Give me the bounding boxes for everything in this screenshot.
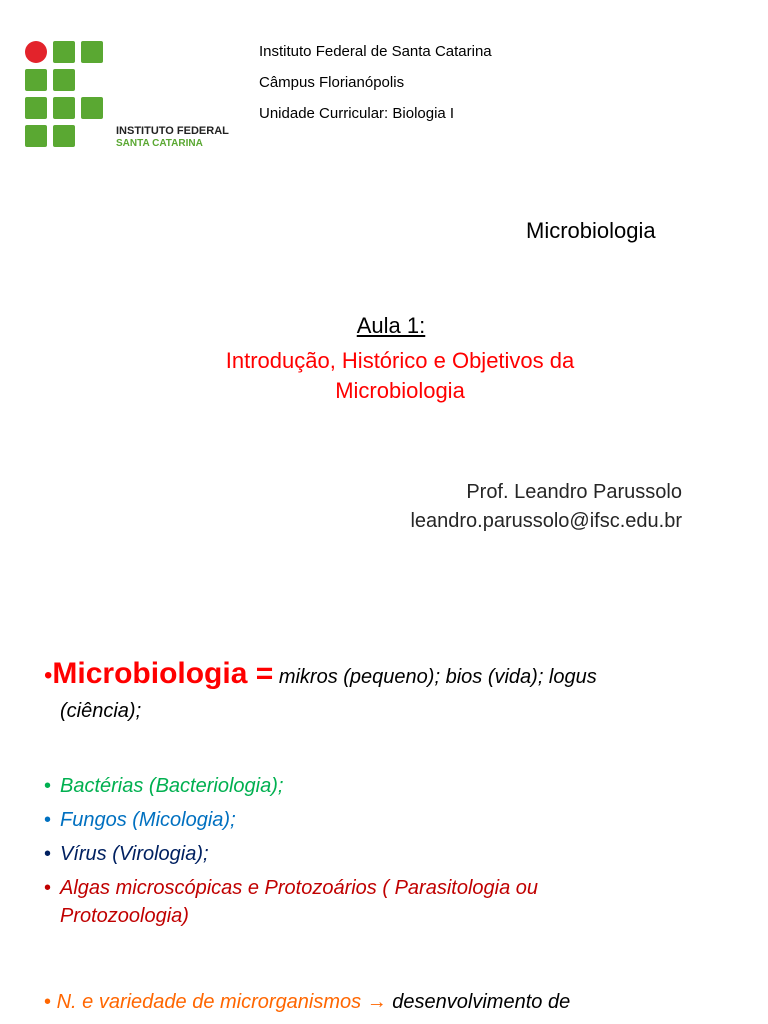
logo-square [25, 125, 47, 147]
professor-email: leandro.parussolo@ifsc.edu.br [410, 510, 682, 532]
logo-text-line1: INSTITUTO FEDERAL [116, 125, 229, 137]
list-item [44, 874, 660, 930]
ifsc-logo [22, 40, 247, 155]
list-item-text: Fungos (Micologia); [60, 809, 236, 831]
logo-square [53, 41, 75, 63]
institution-name: Instituto Federal de Santa Catarina [259, 43, 492, 60]
logo-square [81, 97, 103, 119]
bullet-marker: • [44, 843, 52, 865]
logo-red-dot [25, 41, 47, 63]
list-item [44, 772, 734, 800]
bullet-marker: • [44, 775, 52, 797]
bullet-marker: • [44, 877, 52, 899]
list-item-text-continued: desenvolvimento de [392, 991, 571, 1013]
logo-square [81, 41, 103, 63]
bullet-marker: • [44, 991, 52, 1013]
bullet-list [44, 772, 734, 936]
subject-title: Microbiologia [526, 218, 656, 243]
list-item-text: Algas microscópicas e Protozoários ( Parasitologia ou Protozoologia) [60, 877, 538, 927]
logo-square [53, 69, 75, 91]
curricular-unit: Unidade Curricular: Biologia I [259, 105, 455, 122]
bullet-marker: • [44, 662, 53, 689]
lesson-title-line1: Introdução, Histórico e Objetivos da [225, 348, 575, 373]
definition-meaning: mikros (pequeno); bios (vida); logus [278, 666, 597, 688]
list-item-text: N. e variedade de microrganismos [56, 991, 362, 1013]
logo-square [53, 125, 75, 147]
list-item [44, 840, 734, 868]
lesson-number [0, 313, 768, 339]
list-item [44, 806, 734, 834]
logo-text-line2: SANTA CATARINA [116, 138, 203, 149]
arrow-icon: → [366, 991, 387, 1013]
lesson-title [150, 346, 650, 406]
definition-meaning-continued: (ciência); [60, 700, 142, 722]
bullet-marker: • [44, 809, 52, 831]
campus-name: Câmpus Florianópolis [259, 74, 405, 91]
list-item-text: Vírus (Virologia); [60, 843, 209, 865]
professor-block [410, 478, 682, 536]
logo-square [53, 97, 75, 119]
professor-name: Prof. Leandro Parussolo [466, 481, 682, 503]
definition-term: Microbiologia = [52, 657, 274, 690]
institution-header [259, 36, 492, 129]
lesson-title-line2: Microbiologia [335, 378, 465, 403]
definition-line [44, 658, 734, 693]
logo-square [25, 69, 47, 91]
list-item-text: Bactérias (Bacteriologia); [60, 775, 284, 797]
logo-square [25, 97, 47, 119]
list-item-partial [44, 988, 764, 1016]
lesson-number-text: Aula 1: [356, 313, 426, 338]
